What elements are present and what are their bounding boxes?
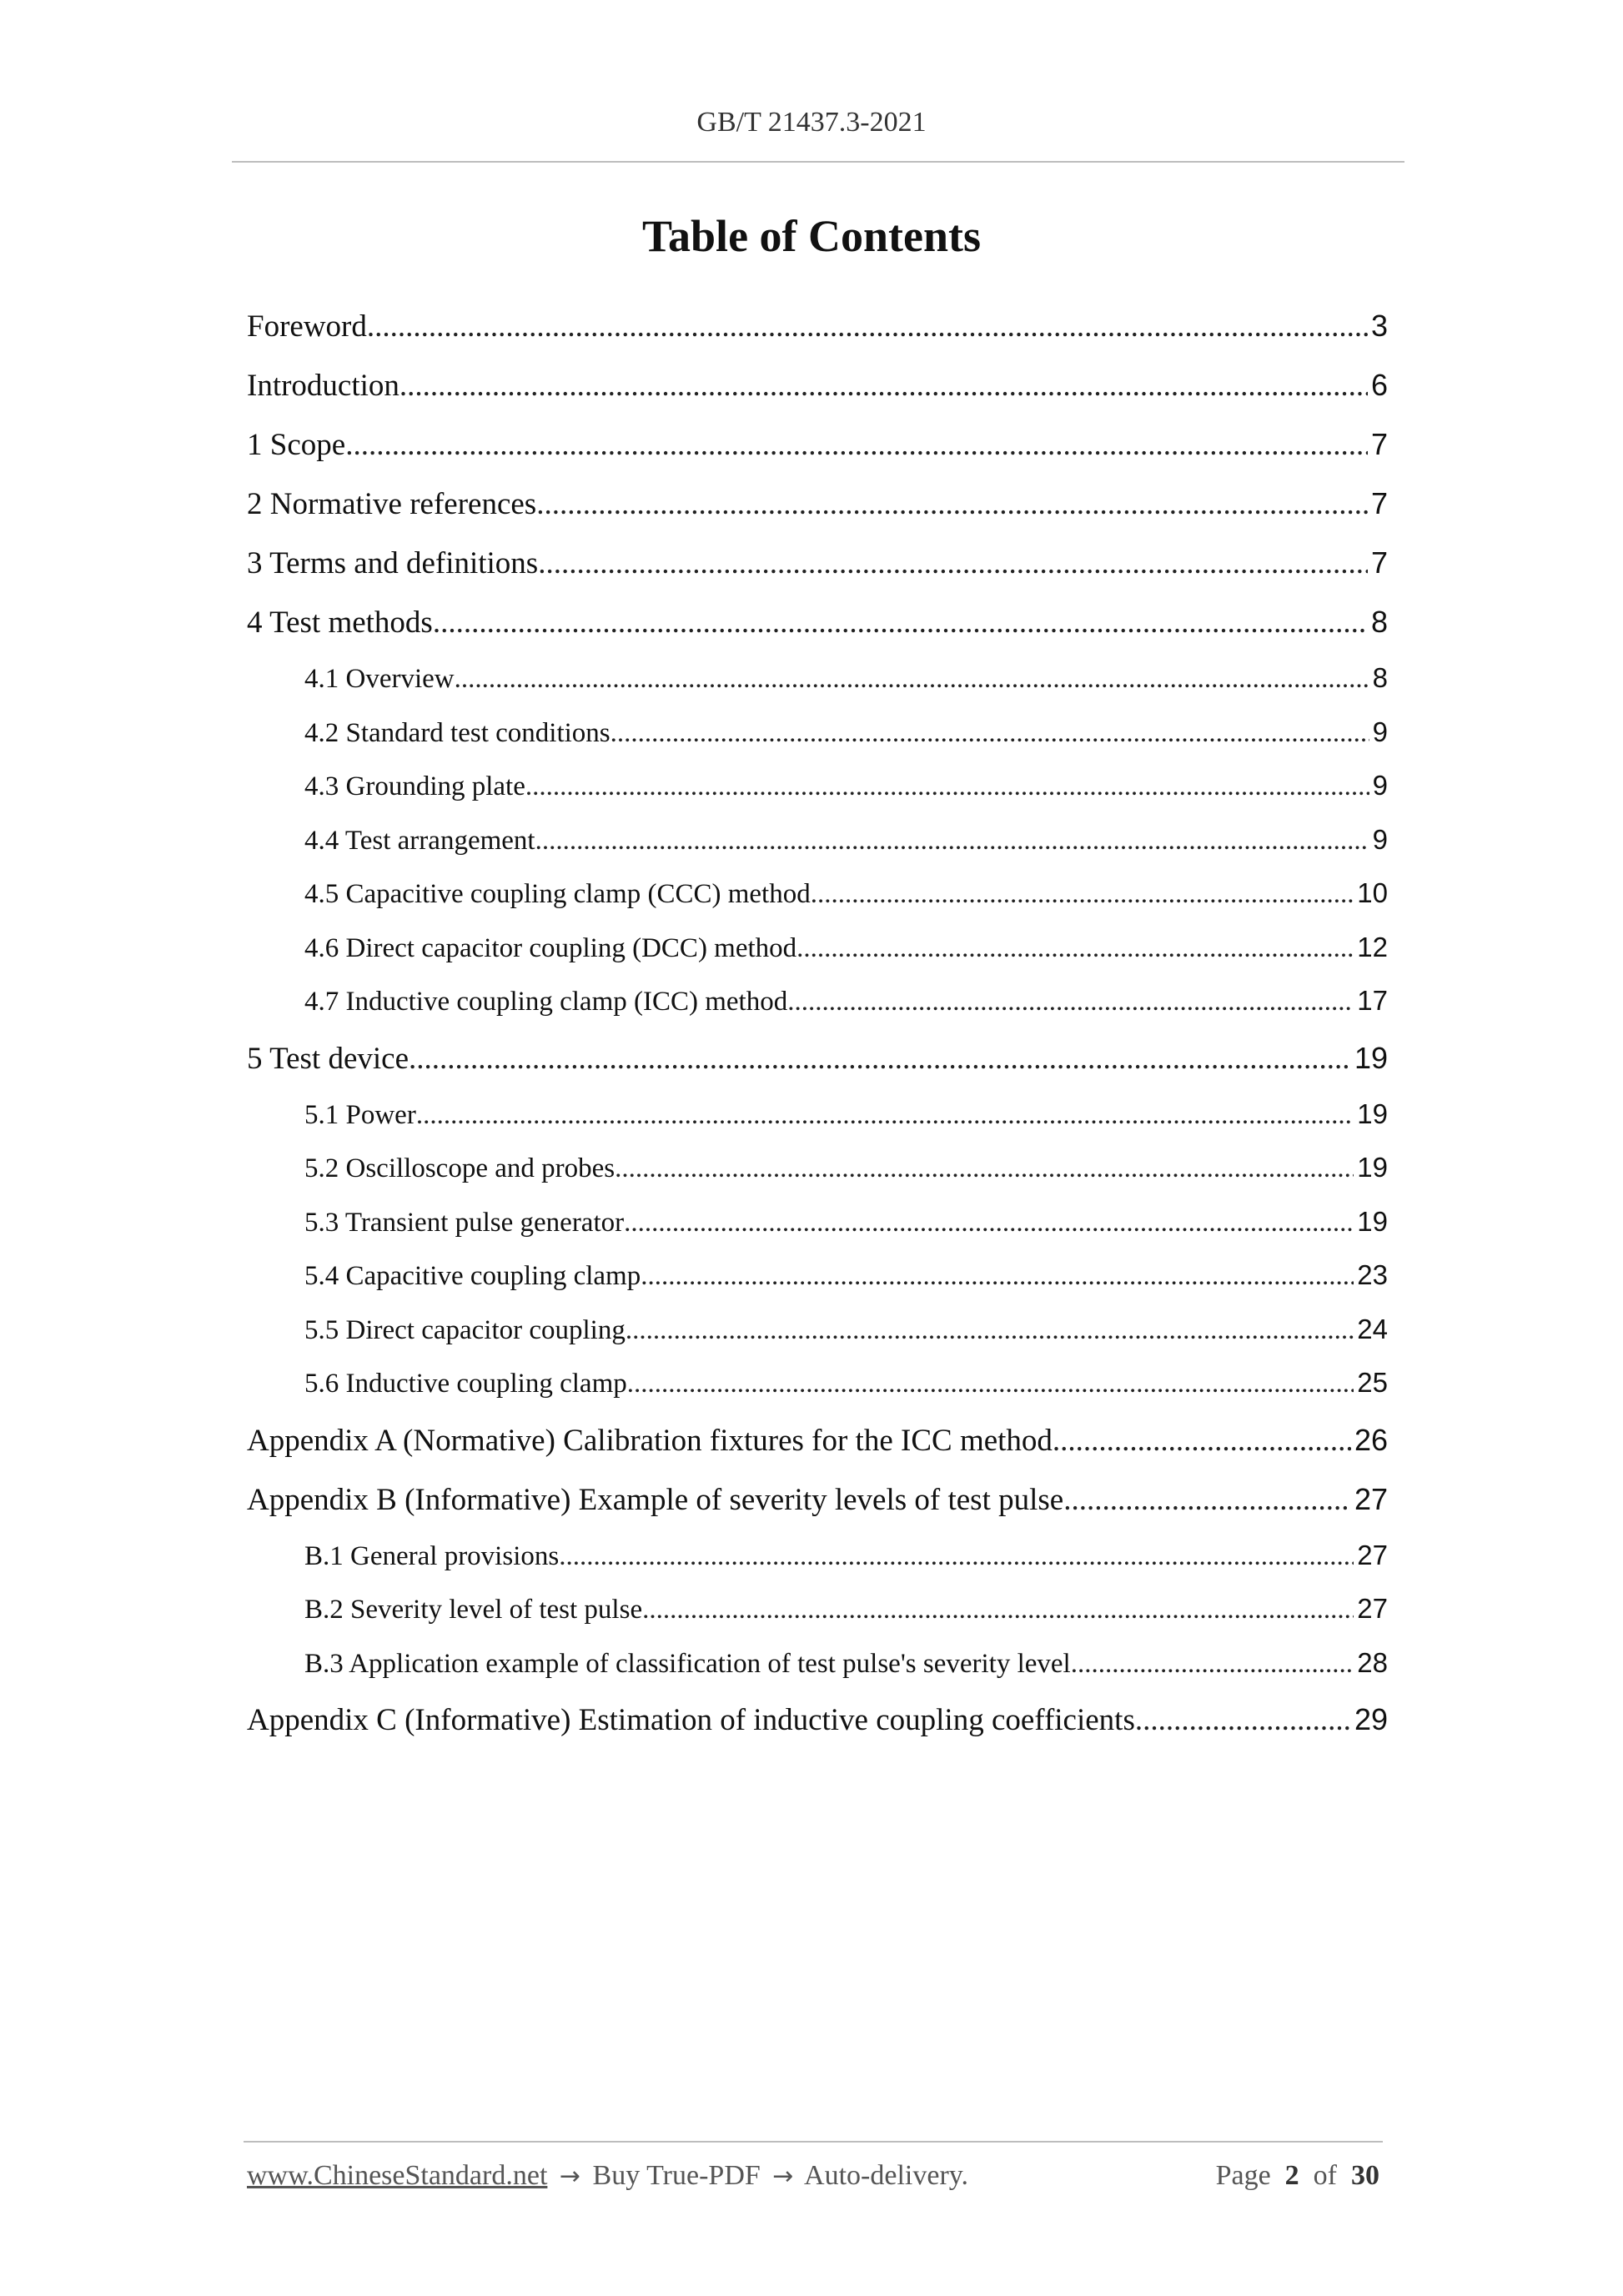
toc-dot-leader: [345, 415, 1368, 474]
toc-entry-label: B.1 General provisions: [304, 1540, 560, 1571]
toc-entry[interactable]: [247, 414, 1388, 474]
toc-dot-leader: [796, 922, 1354, 975]
toc-entry-label: 4.5 Capacitive coupling clamp (CCC) method: [304, 879, 811, 909]
toc-entry-page: 6: [1370, 368, 1388, 402]
toc-entry-page: 26: [1354, 1422, 1388, 1457]
toc-entry[interactable]: [247, 1195, 1388, 1249]
toc-entry-label: Introduction: [247, 369, 399, 403]
toc-entry[interactable]: [247, 1582, 1388, 1636]
toc-entry[interactable]: [247, 974, 1388, 1028]
toc-dot-leader: [642, 1583, 1354, 1636]
toc-entry-page: 12: [1357, 931, 1388, 962]
toc-entry[interactable]: [247, 355, 1388, 414]
toc-entry-label: 5.5 Direct capacitor coupling: [304, 1314, 626, 1345]
toc-entry[interactable]: [247, 867, 1388, 921]
page-counter: [1216, 2160, 1379, 2192]
toc-entry-label: 4.2 Standard test conditions: [304, 717, 611, 748]
toc-entry[interactable]: [247, 813, 1388, 867]
toc-entry-label: 5.2 Oscilloscope and probes: [304, 1153, 616, 1183]
toc-dot-leader: [538, 534, 1368, 592]
toc-entry-page: 27: [1354, 1481, 1388, 1516]
toc-dot-leader: [624, 1196, 1354, 1249]
toc-entry-label: 4 Test methods: [247, 605, 433, 640]
toc-entry[interactable]: [247, 1028, 1388, 1088]
toc-entry-label: Appendix B (Informative) Example of severity levels of test pulse: [247, 1482, 1064, 1517]
toc-entry-page: 3: [1370, 309, 1388, 343]
toc-dot-leader: [433, 593, 1368, 651]
toc-dot-leader: [641, 1249, 1354, 1303]
delivery-text: Auto-delivery.: [804, 2160, 969, 2191]
toc-dot-leader: [1063, 1470, 1351, 1529]
footer-divider: [244, 2141, 1383, 2143]
toc-entry-page: 7: [1370, 427, 1388, 461]
page-current: 2: [1284, 2160, 1299, 2191]
toc-entry-page: 19: [1354, 1040, 1388, 1075]
toc-entry[interactable]: [247, 706, 1388, 760]
toc-dot-leader: [611, 706, 1369, 760]
toc-dot-leader: [416, 1088, 1354, 1142]
toc-entry[interactable]: [247, 1303, 1388, 1357]
toc-entry-label: 4.6 Direct capacitor coupling (DCC) method: [304, 932, 797, 963]
toc-entry[interactable]: [247, 921, 1388, 975]
toc-entry-page: 8: [1372, 662, 1388, 693]
toc-entry-page: 7: [1370, 486, 1388, 520]
toc-entry-label: 4.7 Inductive coupling clamp (ICC) method: [304, 987, 788, 1017]
toc-entry-page: 9: [1372, 716, 1388, 747]
toc-entry-page: 28: [1357, 1646, 1388, 1678]
toc-dot-leader: [559, 1530, 1354, 1583]
toc-entry-page: 9: [1372, 823, 1388, 855]
footer-left: [247, 2160, 968, 2192]
toc-entry-label: 3 Terms and definitions: [247, 546, 539, 580]
toc-entry-page: 24: [1357, 1313, 1388, 1344]
toc-entry-label: 5.1 Power: [304, 1099, 416, 1130]
toc-entry-label: B.2 Severity level of test pulse: [304, 1595, 643, 1625]
toc-entry-label: 5.6 Inductive coupling clamp: [304, 1369, 627, 1399]
toc-dot-leader: [627, 1357, 1354, 1410]
toc-entry-label: 4.3 Grounding plate: [304, 771, 525, 801]
toc-entry[interactable]: [247, 1088, 1388, 1142]
arrow-right-icon: →: [559, 2162, 581, 2191]
toc-entry-page: 17: [1357, 985, 1388, 1016]
toc-entry-page: 10: [1357, 877, 1388, 908]
toc-entry-label: 2 Normative references: [247, 487, 537, 521]
toc-dot-leader: [1053, 1411, 1351, 1470]
toc-dot-leader: [626, 1304, 1354, 1357]
toc-entry-label: Foreword: [247, 309, 367, 344]
toc-entry[interactable]: [247, 296, 1388, 355]
of-word: of: [1313, 2160, 1337, 2191]
table-of-contents: [247, 296, 1388, 1749]
toc-entry-page: 9: [1372, 770, 1388, 801]
toc-dot-leader: [455, 652, 1369, 706]
toc-entry-page: 19: [1357, 1205, 1388, 1237]
toc-dot-leader: [1135, 1691, 1351, 1749]
toc-entry[interactable]: [247, 1529, 1388, 1583]
buy-text: Buy True-PDF: [592, 2160, 761, 2191]
arrow-right-icon: →: [772, 2162, 794, 2191]
toc-entry-label: Appendix C (Informative) Estimation of inductive coupling coefficients: [247, 1703, 1135, 1737]
toc-dot-leader: [787, 975, 1354, 1028]
toc-entry-page: 25: [1357, 1367, 1388, 1398]
toc-entry-label: 1 Scope: [247, 428, 346, 462]
toc-entry-label: Appendix A (Normative) Calibration fixtures for the ICC method: [247, 1423, 1053, 1458]
toc-dot-leader: [367, 297, 1368, 355]
toc-entry[interactable]: [247, 1410, 1388, 1470]
toc-entry[interactable]: [247, 1470, 1388, 1529]
page-title: Table of Contents: [641, 211, 982, 261]
site-link[interactable]: www.ChineseStandard.net: [247, 2160, 548, 2191]
toc-entry-page: 7: [1370, 545, 1388, 580]
toc-entry-page: 29: [1354, 1702, 1388, 1736]
toc-entry[interactable]: [247, 1690, 1388, 1749]
toc-entry[interactable]: [247, 1636, 1388, 1691]
toc-entry-label: 4.4 Test arrangement: [304, 825, 535, 856]
toc-dot-leader: [811, 867, 1354, 921]
toc-entry-page: 27: [1357, 1539, 1388, 1570]
toc-entry[interactable]: [247, 533, 1388, 592]
toc-entry[interactable]: [247, 474, 1388, 533]
toc-dot-leader: [536, 475, 1368, 533]
toc-dot-leader: [1071, 1637, 1354, 1691]
toc-entry[interactable]: [247, 651, 1388, 706]
page-footer: [247, 2160, 1379, 2192]
toc-entry-label: B.3 Application example of classification of test pulse's severity level: [304, 1648, 1071, 1679]
page-total: 30: [1351, 2160, 1379, 2191]
toc-entry-page: 19: [1357, 1098, 1388, 1129]
toc-entry-page: 27: [1357, 1593, 1388, 1624]
page-word: Page: [1215, 2160, 1271, 2191]
toc-entry[interactable]: [247, 759, 1388, 813]
toc-dot-leader: [615, 1142, 1354, 1195]
toc-entry-label: 5 Test device: [247, 1041, 409, 1076]
toc-dot-leader: [525, 760, 1369, 813]
toc-dot-leader: [399, 356, 1368, 414]
toc-entry[interactable]: [247, 1141, 1388, 1195]
running-header: GB/T 21437.3-2021: [696, 107, 927, 138]
toc-entry[interactable]: [247, 592, 1388, 651]
toc-entry-page: 8: [1370, 605, 1388, 639]
toc-dot-leader: [535, 814, 1369, 867]
toc-entry-page: 23: [1357, 1259, 1388, 1290]
toc-entry[interactable]: [247, 1356, 1388, 1410]
toc-entry-label: 5.3 Transient pulse generator: [304, 1207, 625, 1238]
header-divider: [232, 161, 1404, 163]
toc-dot-leader: [409, 1029, 1351, 1088]
toc-entry-label: 5.4 Capacitive coupling clamp: [304, 1261, 641, 1291]
toc-entry-page: 19: [1357, 1152, 1388, 1183]
toc-entry-label: 4.1 Overview: [304, 664, 455, 694]
toc-entry[interactable]: [247, 1248, 1388, 1303]
